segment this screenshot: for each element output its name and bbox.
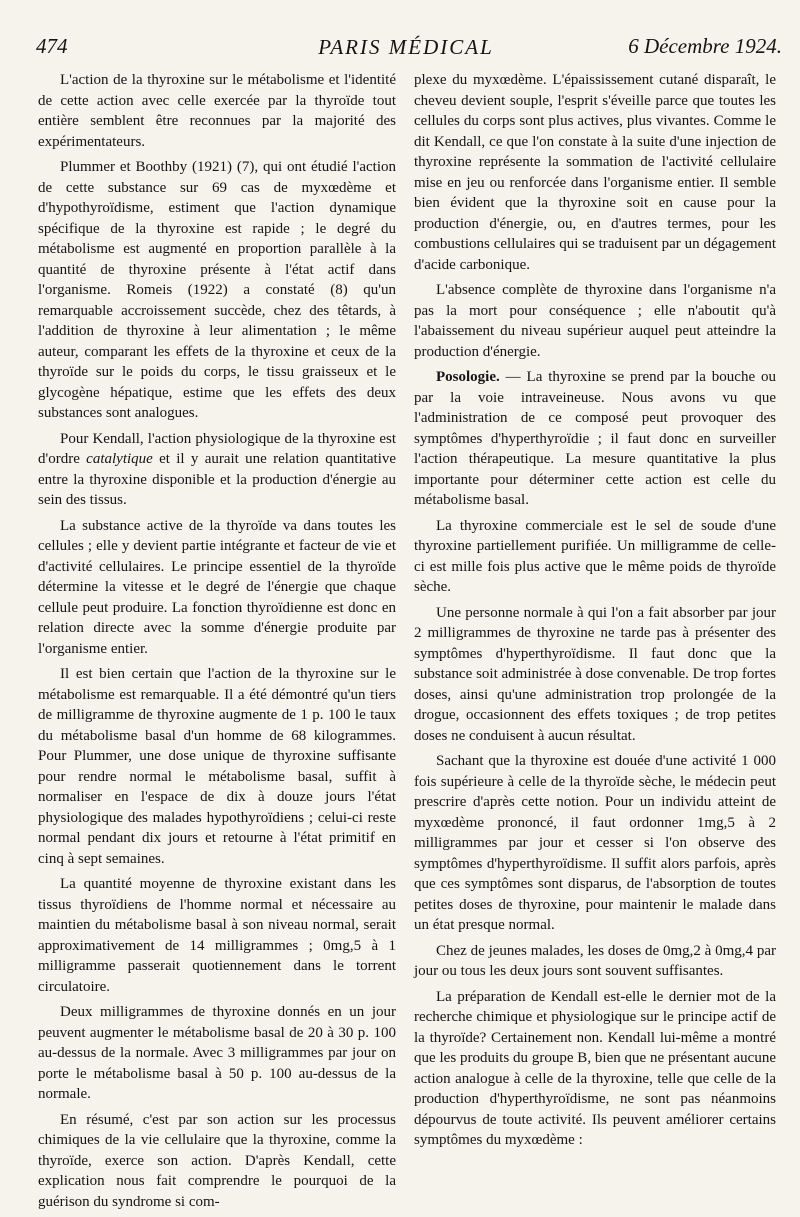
paragraph: Sachant que la thyroxine est douée d'une activité 1 000 fois supérieure à celle de la thyroïde sèche, le médecin peut prescrire d'après cette notion. Pour un individu atteint de myxœdème prononcé, il faut ordonner 1mg,5 à 2 milligrammes par jour et cesser si l'on observe des symptômes d'hyperthyroïdisme. Il suffit alors parfois, après que ces symptômes sont disparus, de l'absorption de toutes petites doses de thyroxine, pour maintenir le malade dans un état presque normal.	[414, 753, 776, 933]
paragraph: En résumé, c'est par son action sur les processus chimiques de la vie cellulaire que la thyroxine, comme la thyroïde, exerce son action. D'après Kendall, cette explication nous fait comprendre le pourquoi de la guérison du syndrome si com-	[38, 1111, 396, 1210]
paragraph: La quantité moyenne de thyroxine existant dans les tissus thyroïdiens de l'homme normal et nécessaire au maintien du métabolisme basal à son niveau normal, serait approximativement de 14 milligrammes ; 0mg,5 à 1 milligramme passerait quotiennement dans le torrent circulatoire.	[38, 876, 396, 995]
text-span: — La thyroxine se prend par la bouche ou par la voie intraveineuse. Nous avons vu que l'administration de ce composé peut provoquer des symptômes d'hyperthyroïdie ; il faut donc en surveiller l'action thérapeutique. La mesure quantitative la plus importante pour déterminer cette action est celle du métabolisme basal.	[414, 369, 776, 508]
text-span: Pour Kendall, l'action physiologique de la thyroxine est d'ordre	[38, 430, 396, 467]
right-column	[414, 70, 776, 1156]
paragraph: Il est bien certain que l'action de la thyroxine sur le métabolisme est remarquable. Il a été démontré qu'un tiers de milligramme de thyroxine augmente de 1 p. 100 le taux du métabolisme basal d'un homme de 68 kilogrammes. Pour Plummer, une dose unique de thyroxine suffisante pour rendre normal le métabolisme basal, suffit à normaliser en l'espace de dix à douze jours l'état physiologique des malades hypothyroïdiens ; celui-ci reste normal pendant dix jours et retourne à l'état primitif en cinq à sept semaines.	[38, 666, 396, 867]
running-header	[30, 34, 782, 64]
emphasis: catalytique	[86, 451, 153, 467]
journal-title: PARIS MÉDICAL	[318, 35, 494, 59]
paragraph: Plummer et Boothby (1921) (7), qui ont étudié l'action de cette substance sur 69 cas de myxœdème et d'hypothyroïdisme, estiment que l'action dynamique spécifique de la thyroxine est rapide ; le degré du métabolisme est augmenté en proportion parallèle à la quantité de thyroxine présente à l'état actif dans l'organisme. Romeis (1922) a constaté (8) qu'un remarquable accroissement succède, chez des têtards, à l'addition de thyroxine à leur alimentation ; le même auteur, comparant les effets de la thyroxine et ceux de la thyroïde sur le poids du corps, le tissu graisseux et le glycogène hépatique, estime que les effets des deux substances sont analogues.	[38, 159, 396, 421]
text-span: et il y aurait une relation quantitative entre la thyroxine disponible et la production d'énergie au sein des tissus.	[38, 451, 397, 508]
issue-date: 6 Décembre 1924.	[628, 34, 782, 58]
paragraph: plexe du myxœdème. L'épaississement cutané disparaît, le cheveu devient souple, l'esprit s'éveille parce que toutes les cellules du corps sont plus actives, plus vivantes. Comme le dit Kendall, ce que l'on constate à la suite d'une injection de thyroxine représente la sommation de l'activité cellulaire mise en jeu ou renforcée dans l'organisme entier. Il semble bien évident que la thyroxine soit en cause pour la production d'énergie, ou, en d'autres termes, pour les combustions cellulaires qui se traduisent par un dégagement d'acide carbonique.	[414, 72, 776, 273]
paragraph: La thyroxine commerciale est le sel de soude d'une thyroxine partiellement purifiée. Un milligramme de celle-ci est mille fois plus active que le même poids de thyroïde sèche.	[414, 517, 776, 595]
paragraph: Chez de jeunes malades, les doses de 0mg,2 à 0mg,4 par jour ou tous les deux jours sont souvent suffisantes.	[414, 942, 776, 979]
page-number: 474	[36, 34, 68, 58]
paragraph	[414, 367, 776, 511]
paragraph: Deux milligrammes de thyroxine donnés en un jour peuvent augmenter le métabolisme basal de 20 à 30 p. 100 au-dessus de la normale. Avec 3 milligrammes par jour on porte le métabolisme basal à 50 p. 100 au-dessus de la normale.	[38, 1004, 396, 1102]
paragraph: L'action de la thyroxine sur le métabolisme et l'identité de cette action avec celle exercée par la thyroïde tout entière semblent être reconnues par la majorité des expérimentateurs.	[38, 72, 396, 150]
paragraph: Une personne normale à qui l'on a fait absorber par jour 2 milligrammes de thyroxine ne tarde pas à présenter des symptômes d'hyperthyroïdisme. Il faut donc que la substance soit administrée à dose convenable. De trop fortes doses, ainsi qu'une administration trop prolongée de la drogue, occasionnent des effets toxiques ; de trop petites doses ne conduisent à aucun résultat.	[414, 604, 776, 744]
paragraph: La substance active de la thyroïde va dans toutes les cellules ; elle y devient partie intégrante et facteur de vie et d'activité cellulaires. Le principe essentiel de la thyroïde détermine la vitesse et le degré de l'énergie que chaque cellule peut produire. La fonction thyroïdienne est donc en relation directe avec la somme d'énergie produite par l'organisme entier.	[38, 517, 396, 657]
paragraph: L'absence complète de thyroxine dans l'organisme n'a pas la mort pour conséquence ; elle n'aboutit qu'à l'abaissement du niveau supérieur auquel peut atteindre la production d'énergie.	[414, 282, 776, 360]
section-heading: Posologie.	[436, 369, 500, 385]
paragraph: La préparation de Kendall est-elle le dernier mot de la recherche chimique et physiologique sur le principe actif de la thyroïde? Certainement non. Kendall lui-même a montré que les produits du groupe B, bien que ne présentant aucune action analogue à celle de la thyroxine, telle que celle de la production d'hyperthyroïdisme, ne sont pas néanmoins dépourvus de toute activité. Ils peuvent améliorer certains symptômes du myxœdème :	[414, 988, 776, 1148]
paragraph	[38, 429, 396, 511]
left-column	[38, 70, 396, 1217]
